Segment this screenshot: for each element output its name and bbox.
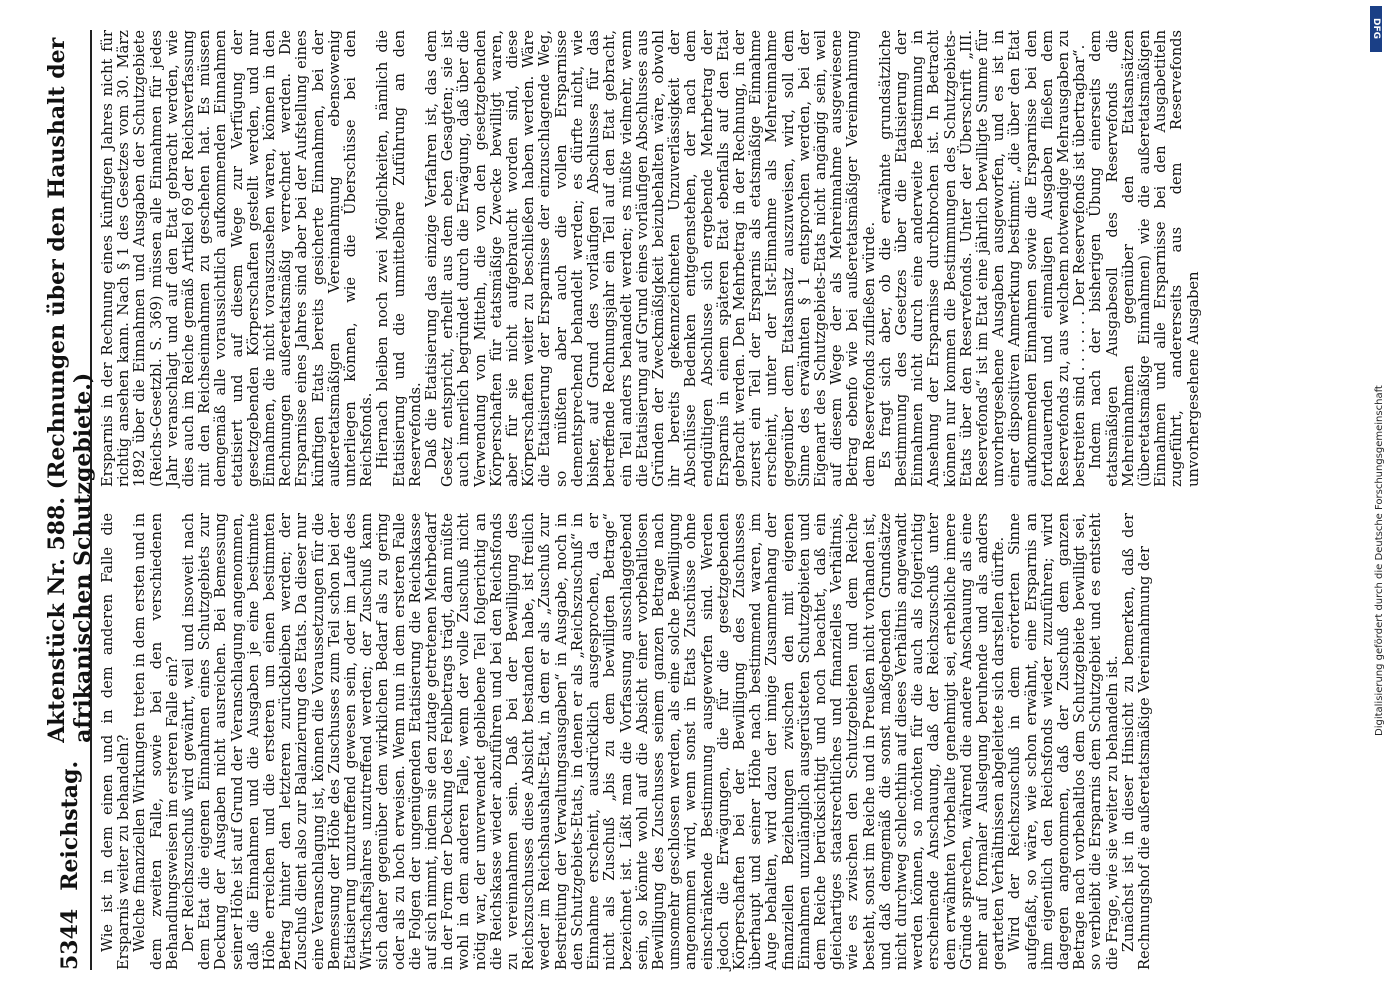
paragraph: Wird der Reichszuschuß in dem erörterten Sinne aufgefaßt, so wäre, wie schon erwähnt, eine Ersparnis an ihm eigentlich den Reichsfonds wieder zuzuführen; wird dagegen angenommen, daß der Zuschuß dem ganzen Betrage nach vorbehaltlos dem Schutzgebiete bewilligt sei, so verbleibt die Ersparnis dem Schutzgebiet und es entsteht die Frage, wie sie weiter zu behandeln ist.	[1006, 513, 1121, 970]
digitization-credit: Digitalisierung gefördert durch die Deutsche Forschungsgemeinschaft	[1374, 385, 1385, 736]
left-column	[100, 513, 1310, 970]
paragraph: Wie ist in dem einen und in dem anderen Falle die Ersparnis weiter zu behandeln?	[99, 513, 133, 970]
paragraph: Zunächst ist in dieser Hinsicht zu bemerken, daß der Rechnungshof die außeretatsmäßige Vereinnahmung der	[1119, 513, 1153, 970]
paragraph: Ersparnis in der Rechnung eines künftigen Jahres nicht für richtig ansehen kann. Nach § 1 des Gesetzes vom 30. März 1892 über die Einnahmen und Ausgaben der Schutzgebiete (Reichs-Gesetzbl. S. 369) müssen alle Einnahmen für jedes Jahr veranschlagt und auf den Etat gebracht werden, wie dies auch im Reiche gemäß Artikel 69 der Reichsverfassung mit den Reichseinnahmen zu geschehen hat. Es müssen demgemäß alle voraussichtlich aufkommenden Einnahmen etatisiert und auf diesem Wege zur Verfügung der gesetzgebenden Körperschaften gestellt werden, und nur Einnahmen, die nicht vorauszusehen waren, können in den Rechnungen außeretatsmäßig verrechnet werden. Die Ersparnisse eines Jahres sind aber bei der Aufstellung eines künftigen Etats bereits gesicherte Einnahmen, bei der außeretatsmäßigen Vereinnahmung ebensowenig unterliegen können, wie die Überschüsse bei den Reichsfonds.	[99, 30, 376, 487]
paragraph: Welche finanziellen Wirkungen treten in dem ersten und in dem zweiten Falle, sowie bei den verschiedenen Behandlungsweisen im ersteren Falle ein?	[131, 513, 181, 970]
rotated-page-content	[44, 30, 1320, 970]
header-right-title: Aktenstück Nr. 588. (Rechnungen über den Haushalt der afrikanischen Schutzgebiete.)	[44, 37, 96, 743]
right-column	[100, 30, 1310, 487]
paragraph: Der Reichszuschuß wird gewährt, weil und insoweit nach dem Etat die eigenen Einnahmen eines Schutzgebiets zur Deckung der Ausgaben nicht ausreichen. Bei Bemessung seiner Höhe ist auf Grund der Veranschlagung angenommen, daß die Einnahmen und die Ausgaben je eine bestimmte Höhe erreichen und die ersteren um einen bestimmten Betrag hinter den letzteren zurückbleiben werden; der Zuschuß dient also zur Balanzierung des Etats. Da dieser nur eine Veranschlagung ist, können die Voraussetzungen für die Bemessung der Höhe des Zuschusses zum Teil schon bei der Etatisierung unzutreffend gewesen sein, oder im Laufe des Wirtschaftsjahres unzutreffend werden; der Zuschuß kann sich daher gegenüber dem wirklichen Bedarf als zu gering oder als zu hoch erweisen. Wenn nun in dem ersteren Falle die Folgen der ungenügenden Etatisierung die Reichskasse auf sich nimmt, indem sie den zutage getretenen Mehrbedarf in der Form der Deckung des Fehlbetrags trägt, dann müßte wohl in dem anderen Falle, wenn der volle Zuschuß nicht nötig war, der unverwendet gebliebene Teil folgerichtig an die Reichskasse wieder abzuführen und bei den Reichsfonds zu vereinnahmen sein. Daß bei der Bewilligung des Reichszuschusses diese Absicht bestanden habe, ist freilich weder im Reichshaushalts-Etat, in dem er als „Zuschuß zur Bestreitung der Verwaltungsausgaben“ in Ausgabe, noch in den Schutzgebiets-Etats, in denen er als „Reichszuschuß“ in Einnahme erscheint, ausdrücklich ausgesprochen, da er nicht als Zuschuß „bis zu dem bewilligten Betrage“ bezeichnet ist. Läßt man die Vorfassung ausschlaggebend sein, so könnte wohl auf die Absicht einer vorbehaltlosen Bewilligung des Zuschusses seinem ganzen Betrage nach umsomehr geschlossen werden, als eine solche Bewilligung angenommen wird, wenn sonst in Etats Zuschüsse ohne einschränkende Bestimmung ausgeworfen sind. Werden jedoch die Erwägungen, die für die gesetzgebenden Körperschaften bei der Bewilligung des Zuschusses überhaupt und seiner Höhe nach bestimmend waren, im Auge behalten, wird dazu der innige Zusammenhang der finanziellen Beziehungen zwischen den mit eigenen Einnahmen unzulänglich ausgerüsteten Schutzgebieten und dem Reiche berücksichtigt und noch beachtet, daß ein gleichartiges staatsrechtliches und finanzielles Verhältnis, wie es zwischen den Schutzgebieten und dem Reiche besteht, sonst im Reiche und in Preußen nicht vorhanden ist, und daß demgemäß die sonst maßgebenden Grundsätze nicht durchweg schlechthin auf dieses Verhältnis angewandt werden können, so möchten für die auch als folgerichtig erscheinende Anschauung, daß der Reichszuschuß unter dem erwähnten Vorbehalte genehmigt sei, erhebliche innere Gründe sprechen, während die andere Anschauung als eine mehr auf formaler Auslegung beruhende und als anders gearteten Verhältnissen abgeleitete sich darstellen dürfte.	[180, 513, 1008, 970]
paragraph: Hiernach bleiben noch zwei Möglichkeiten, nämlich die Etatisierung und die unmittelbare Zuführung an den Reservefonds.	[374, 30, 424, 487]
paragraph: Daß die Etatisierung das einzige Verfahren ist, das dem Gesetz entspricht, erhellt aus dem eben Gesagten; sie ist auch innerlich begründet durch die Erwägung, daß über die Verwendung von Mitteln, die von den gesetzgebenden Körperschaften für etatsmäßige Zwecke bewilligt waren, aber für sie nicht aufgebraucht worden sind, diese Körperschaften weiter zu beschließen haben werden. Wäre die Etatisierung der Ersparnisse der einzuschlagende Weg, so müßten aber auch die vollen Ersparnisse dementsprechend behandelt werden; es dürfte nicht, wie bisher, auf Grund des vorläufigen Abschlusses für das betreffende Rechnungsjahr ein Teil auf den Etat gebracht, ein Teil anders behandelt werden; es müßte vielmehr, wenn die Etatisierung auf Grund eines vorläufigen Abschlusses aus Gründen der Zweckmäßigkeit beizubehalten wäre, obwohl ihr bereits gekennzeichneten Unzuverlässigkeit der Abschlüsse Bedenken entgegenstehen, der nach dem endgültigen Abschlusse sich ergebende Mehrbetrag der Ersparnis in einem späteren Etat ebenfalls auf den Etat gebracht werden. Den Mehrbetrag in der Rechnung, in der zuerst ein Teil der Ersparnis als etatsmäßige Einnahme erscheint, unter der Ist-Einnahme als Mehreinnahme gegenüber dem Etatsansatz auszuweisen, wird, soll dem Sinne des erwähnten § 1 entsprochen werden, bei der Eigenart des Schutzgebiets-Etats nicht angängig sein, weil auf diesem Wege der als Mehreinnahme ausgewiesene Betrag ebenfo wie bei außeretatsmäßiger Vereinnahmung dem Reservefonds zufließen würde.	[423, 30, 878, 487]
dfg-logo: DFG	[1370, 6, 1382, 52]
paragraph: Indem nach der bisherigen Übung einerseits dem etatsmäßigen Ausgabesoll des Reservefonds die Mehreinnahmen gegenüber den Etatsansätzen (überetatsmäßige Einnahmen) wie die außeretatsmäßigen Einnahmen und alle Ersparnisse bei den Ausgabetiteln zugeführt, andererseits aus dem Reservefonds unvorhergesehene Ausgaben	[1087, 30, 1202, 487]
page-number: 5344	[57, 908, 83, 970]
paragraph: Es fragt sich aber, ob die erwähnte grundsätzliche Bestimmung des Gesetzes über die Etatisierung der Einnahmen nicht durch eine anderweite Bestimmung in Ansehung der Ersparnisse durchbrochen ist. In Betracht können nur kommen die Bestimmungen des Schutzgebiets-Etats über den Reservefonds. Unter der Überschrift „III. Reservefonds“ ist im Etat eine jährlich bewilligte Summe für unvorhergesehene Ausgaben ausgeworfen, und es ist in einer dispositiven Anmerkung bestimmt: „die über den Etat aufkommenden Einnahmen sowie die Ersparnisse bei den fortdauernden und einmaligen Ausgaben fließen dem Reservefonds zu, aus welchem notwendige Mehrausgaben zu bestreiten sind . . . . . . . Der Reservefonds ist übertragbar“.	[876, 30, 1089, 487]
text-columns	[100, 30, 1310, 970]
header-left-title: Reichstag.	[57, 760, 83, 891]
page-header	[44, 30, 96, 970]
